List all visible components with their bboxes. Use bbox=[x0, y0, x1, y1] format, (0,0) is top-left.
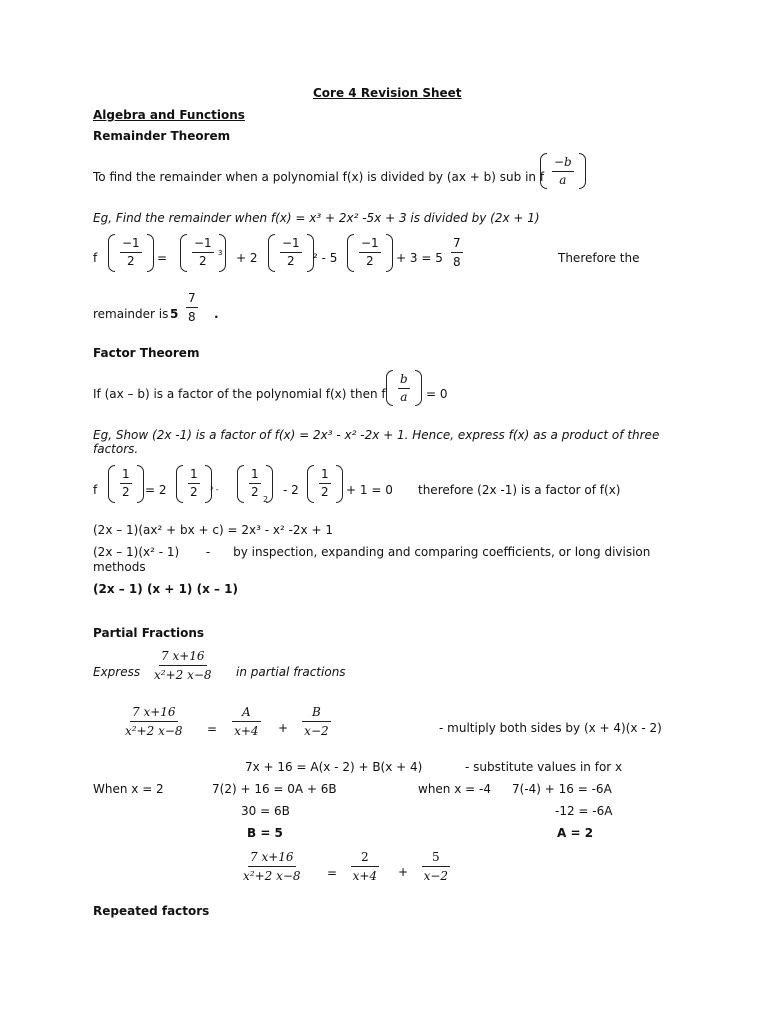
minus-two: - 2 bbox=[283, 483, 299, 497]
factor-intro: If (ax – b) is a factor of the polynomial f(x) then f bbox=[93, 387, 386, 401]
factor-inspection: (2x – 1)(x² - 1) - by inspection, expanding and comparing coefficients, or long division bbox=[93, 545, 651, 559]
fraction-5-over-x-minus-2: $\frac{5}{x-2}$ bbox=[423, 850, 449, 883]
equals-sign: = bbox=[207, 722, 218, 736]
fraction-half: $\frac{1}{2}$ bbox=[176, 465, 212, 503]
fraction-neg-half: $\frac{-1}{2}$ bbox=[180, 234, 226, 272]
fraction-half: $\frac{1}{2}$ bbox=[307, 465, 343, 503]
f-label: f bbox=[93, 251, 98, 265]
multiply-note: - multiply both sides by (x + 4)(x - 2) bbox=[439, 721, 662, 735]
remainder-example: Eg, Find the remainder when f(x) = x³ + 2x² -5x + 3 is divided by (2x + 1) bbox=[93, 211, 540, 225]
rational-expression: $\frac{7 x+16}{\text{x²+2 x−8}}$ bbox=[243, 850, 301, 883]
period: . bbox=[214, 307, 219, 321]
factor-conclusion: therefore (2x -1) is a factor of f(x) bbox=[418, 483, 621, 497]
fraction-neg-half: $\frac{-1}{2}$ bbox=[108, 234, 154, 272]
fraction-A: $\frac{A}{x+4}$ bbox=[232, 705, 261, 739]
fraction-seven-eighths: $\frac{7}{8}$ bbox=[453, 236, 461, 269]
equation-30-6B: 30 = 6B bbox=[241, 804, 290, 818]
therefore-text: Therefore the bbox=[558, 251, 640, 265]
when-x-2: When x = 2 bbox=[93, 782, 164, 796]
a-value: A = 2 bbox=[557, 826, 594, 840]
substitution-x-minus-4: 7(-4) + 16 = -6A bbox=[512, 782, 612, 796]
substitute-note: - substitute values in for x bbox=[465, 760, 623, 774]
factor-heading: Factor Theorem bbox=[93, 346, 200, 360]
plus-three-result: + 3 = 5 bbox=[396, 251, 443, 265]
equation-minus12-minus6A: -12 = -6A bbox=[555, 804, 613, 818]
fraction-minus-b-over-a: $\frac{-b}{a}$ bbox=[540, 153, 586, 189]
fraction-half: $\frac{1}{2}$ bbox=[108, 465, 144, 503]
factor-identity: (2x – 1)(ax² + bx + c) = 2x³ - x² -2x + 1 bbox=[93, 523, 333, 537]
square-exponent: 2 bbox=[263, 495, 269, 504]
page-title: Core 4 Revision Sheet bbox=[313, 86, 462, 100]
factor-example-line2: factors. bbox=[93, 442, 139, 456]
fraction-neg-half: $\frac{-1}{2}$ bbox=[268, 234, 314, 272]
factor-example-line1: Eg, Show (2x -1) is a factor of f(x) = 2x³ - x² -2x + 1. Hence, express f(x) as a product of three bbox=[93, 428, 660, 442]
in-partial-fractions-text: in partial fractions bbox=[236, 665, 346, 679]
equals-two: = 2 bbox=[145, 483, 167, 497]
section-heading: Algebra and Functions bbox=[93, 108, 245, 122]
partial-fractions-heading: Partial Fractions bbox=[93, 626, 205, 640]
cube-exponent: 3 bbox=[218, 249, 223, 257]
fraction-b-over-a: $\frac{b}{a}$ bbox=[386, 370, 422, 406]
plus-sign: + bbox=[278, 721, 289, 735]
express-text: Express bbox=[93, 665, 141, 679]
factor-inspection-cont: methods bbox=[93, 560, 146, 574]
factor-answer: (2x – 1) (x + 1) (x – 1) bbox=[93, 582, 239, 596]
b-value: B = 5 bbox=[247, 826, 283, 840]
plus-two: + 2 bbox=[236, 251, 258, 265]
identity-equation: 7x + 16 = A(x - 2) + B(x + 4) bbox=[245, 760, 423, 774]
remainder-value: 5 bbox=[170, 307, 179, 321]
remainder-is-text: remainder is bbox=[93, 307, 169, 321]
equals-zero: = 0 bbox=[426, 387, 448, 401]
fraction-neg-half: $\frac{-1}{2}$ bbox=[347, 234, 393, 272]
cube-minus: ³ - bbox=[210, 485, 219, 494]
fraction-B: $\frac{B}{x-2}$ bbox=[302, 705, 331, 739]
fraction-2-over-x-plus-4: $\frac{2}{x+4}$ bbox=[352, 850, 378, 883]
when-x-minus-4: when x = -4 bbox=[418, 782, 491, 796]
fraction-seven-eighths: $\frac{7}{8}$ bbox=[188, 291, 196, 324]
fraction-half: $\frac{1}{2}$ bbox=[237, 465, 273, 503]
substitution-x-2: 7(2) + 16 = 0A + 6B bbox=[212, 782, 337, 796]
rational-expression: $\frac{7 x+16}{\text{x²+2 x−8}}$ bbox=[125, 705, 183, 738]
remainder-intro: To find the remainder when a polynomial f(x) is divided by (ax + b) sub in f bbox=[93, 170, 545, 184]
plus-one-equals-zero: + 1 = 0 bbox=[346, 483, 393, 497]
plus-sign: + bbox=[398, 865, 409, 879]
equals-sign: = bbox=[157, 251, 168, 265]
f-label: f bbox=[93, 483, 98, 497]
equals-sign: = bbox=[327, 866, 338, 880]
rational-expression: $\frac{7 x+16}{\text{x²+2 x−8}}$ bbox=[154, 649, 212, 682]
square-minus-five: ² - 5 bbox=[313, 251, 338, 265]
repeated-factors-heading: Repeated factors bbox=[93, 904, 210, 918]
remainder-heading: Remainder Theorem bbox=[93, 129, 231, 143]
